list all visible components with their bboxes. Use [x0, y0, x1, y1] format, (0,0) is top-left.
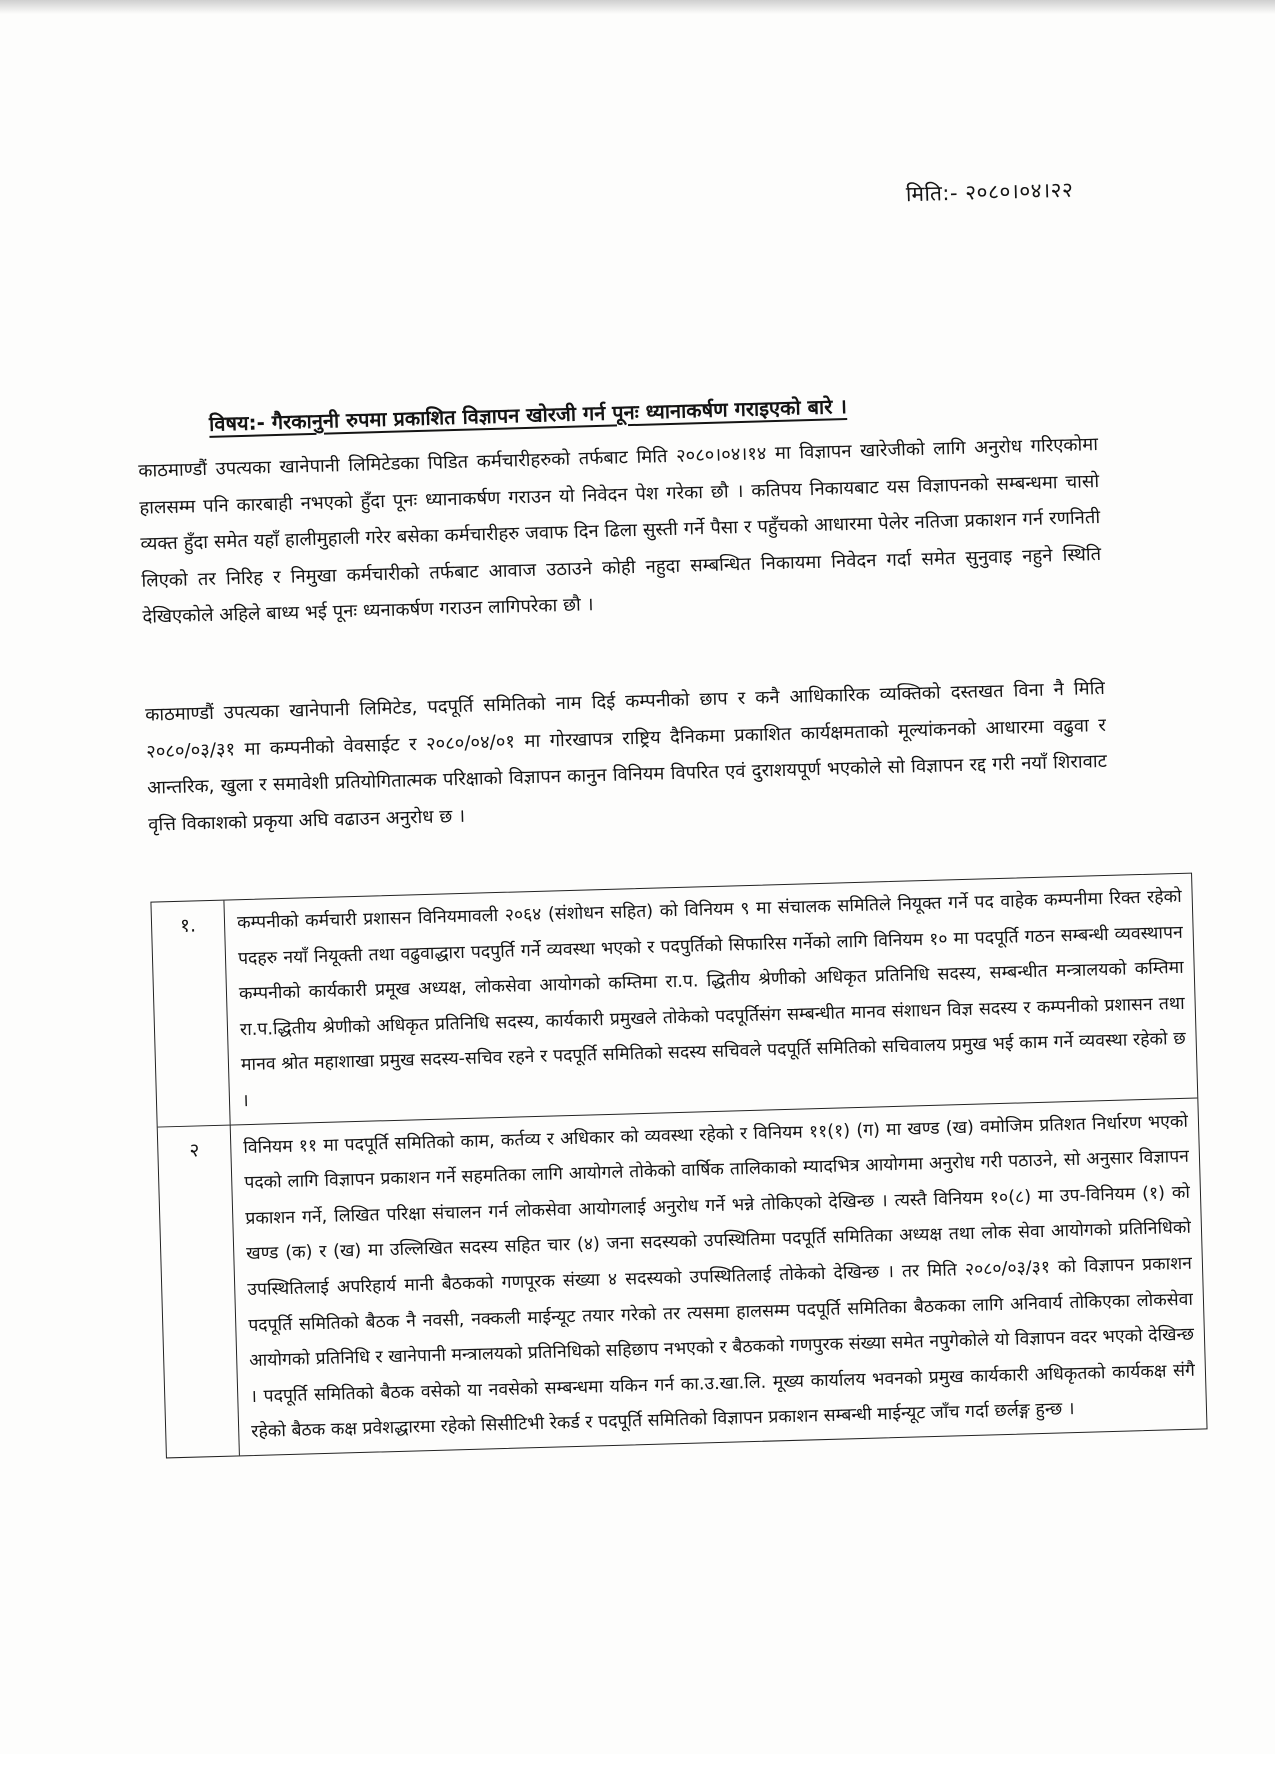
points-table — [150, 873, 1207, 1459]
table-row — [151, 874, 1197, 1128]
row-text: कम्पनीको कर्मचारी प्रशासन विनियमावली २०६४ (संशोधन सहित) को विनियम ९ मा संचालक समितिले नियूक्त गर्ने पद वाहेक कम्पनीमा रिक्त रहेको पदहरु नयाँ नियूक्ती तथा वढुवाद्धारा पदपुर्ति गर्ने व्यवस्था भएको र पदपुर्तिको सिफारिस गर्नेको लागि विनियम १० मा पदपूर्ति गठन सम्बन्धी व्यवस्थापन कम्पनीको कार्यकारी प्रमूख अध्यक्ष, लोकसेवा आयोगको कम्तिमा रा.प. द्धितीय श्रेणीको अधिकृत प्रतिनिधि सदस्य, सम्बन्धीत मन्त्रालयको कम्तिमा रा.प.द्धितीय श्रेणीको अधिकृत प्रतिनिधि सदस्य, कार्यकारी प्रमुखले तोकेको पदपूर्तिसंग सम्बन्धीत मानव संशाधन विज्ञ सदस्य र कम्पनीको प्रशासन तथा मानव श्रोत महाशाखा प्रमुख सदस्य-सचिव रहने र पदपूर्ति समितिको सदस्य सचिवले पदपूर्ति समितिको सचिवालय प्रमुख भई काम गर्ने व्यवस्था रहेको छ । — [236, 886, 1186, 1112]
subject-heading: विषय:- गैरकानुनी रुपमा प्रकाशित विज्ञापन खोरजी गर्न पूनः ध्यानाकर्षण गराइएको बारे । — [208, 394, 848, 436]
row-number: १. — [151, 901, 230, 1127]
row-number: २ — [158, 1125, 240, 1457]
paragraph-2: काठमाण्डौं उपत्यका खानेपानी लिमिटेड, पदपूर्ति समितिको नाम दिई कम्पनीको छाप र कनै आधिकारिक व्यक्तिको दस्तखत विना नै मिति २०८०/०३/३१ मा कम्पनीको वेवसाईट र २०८०/०४/०१ मा गोरखापत्र राष्ट्रिय दैनिकमा प्रकाशित कार्यक्षमताको मूल्यांकनको आधारमा वढुवा र आन्तरिक, खुला र समावेशी प्रतियोगितात्मक परिक्षाको विज्ञापन कानुन विनियम विपरित एवं दुराशयपूर्ण भएकोले सो विज्ञापन रद्द गरी नयाँ शिरावाट वृत्ति विकाशको प्रकृया अघि वढाउन अनुरोध छ । — [144, 677, 1108, 836]
paragraph-1: काठमाण्डौं उपत्यका खानेपानी लिमिटेडका पिडित कर्मचारीहरुको तर्फबाट मिति २०८०।०४।१४ मा विज्ञापन खारेजीको लागि अनुरोध गरिएकोमा हालसम्म पनि कारबाही नभएको हुँदा पूनः ध्यानाकर्षण गराउन यो निवेदन पेश गरेका छौ । कतिपय निकायबाट यस विज्ञापनको सम्बन्धमा चासो व्यक्त हुँदा समेत यहाँ हालीमुहाली गरेर बसेका कर्मचारीहरु जवाफ दिन ढिला सुस्ती गर्ने पैसा र पहुँचको आधारमा पेलेर नतिजा प्रकाशन गर्न रणनिती लिएको तर निरिह र निमुखा कर्मचारीको तर्फबाट आवाज उठाउने कोही नहुदा सम्बन्धित निकायमा निवेदन गर्दा समेत सुनुवाइ नहुने स्थिति देखिएकोले अहिले बाध्य भई पूनः ध्यनाकर्षण गराउन लागिपरेका छौ । — [138, 434, 1102, 628]
date-line: मिति:- २०८०।०४।२२ — [905, 177, 1074, 207]
table-row — [158, 1098, 1207, 1457]
row-text: विनियम ११ मा पदपूर्ति समितिको काम, कर्तव्य र अधिकार को व्यवस्था रहेको र विनियम ११(१) (ग) मा खण्ड (ख) वमोजिम प्रतिशत निर्धारण भएको पदको लागि विज्ञापन प्रकाशन गर्ने सहमतिका लागि आयोगले तोकेको वार्षिक तालिकाको म्यादभित्र आयोगमा अनुरोध गरी पठाउने, सो अनुसार विज्ञापन प्रकाशन गर्ने, लिखित परिक्षा संचालन गर्न लोकसेवा आयोगलाई अनुरोध गर्ने भन्ने तोकिएको देखिन्छ । त्यस्तै विनियम १०(८) मा उप-विनियम (१) को खण्ड (क) र (ख) मा उल्लिखित सदस्य सहित चार (४) जना सदस्यको उपस्थितिमा पदपूर्ति समितिका अध्यक्ष तथा लोक सेवा आयोगको प्रतिनिधिको उपस्थितिलाई अपरिहार्य मानी बैठकको गणपूरक संख्या ४ सदस्यको उपस्थितिलाई तोकेको देखिन्छ । तर मिति २०८०/०३/३१ को विज्ञापन प्रकाशन पदपूर्ति समितिको बैठक नै नवसी, नक्कली माईन्यूट तयार गरेको तर त्यसमा हालसम्म पदपूर्ति समितिका बैठकका लागि अनिवार्य तोकिएका लोकसेवा आयोगको प्रतिनिधि र खानेपानी मन्त्रालयको प्रतिनिधिको सहिछाप नभएको र बैठकको गणपुरक संख्या समेत नपुगेकोले यो विज्ञापन वदर भएको देखिन्छ । पदपूर्ति समितिको बैठक वसेको या नवसेको सम्बन्धमा यकिन गर्न का.उ.खा.लि. मूख्य कार्यालय भवनको प्रमुख कार्यकारी अधिकृतको कार्यकक्ष संगै रहेको बैठक कक्ष प्रवेशद्धारमा रहेको सिसीटिभी रेकर्ड र पदपूर्ति समितिको विज्ञापन प्रकाशन सम्बन्धी माईन्यूट जाँच गर्दा छर्लङ्ग हुन्छ । — [243, 1111, 1196, 1443]
